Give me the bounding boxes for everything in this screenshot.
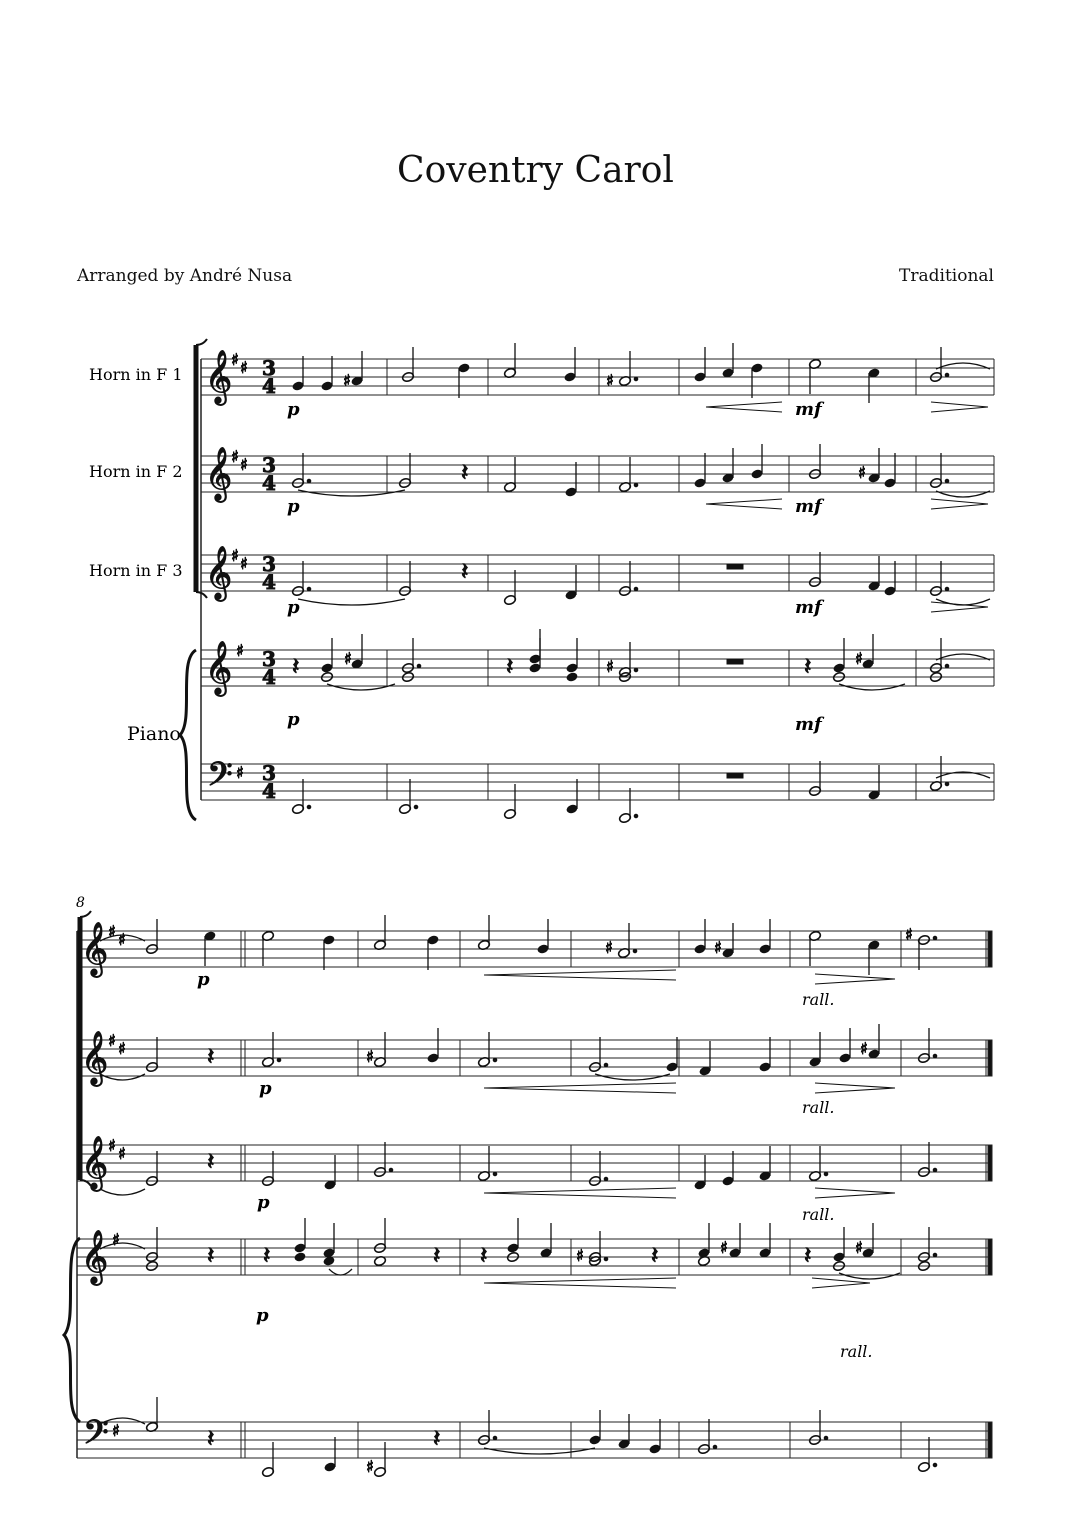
sharp-icon: ♯ [112,1230,120,1249]
dot [604,1063,608,1067]
quarter-rest-icon: 𝄽 [804,652,812,680]
tie [100,1189,145,1195]
tie [839,684,905,690]
dynamic-p: p [257,1192,270,1213]
sharp-icon: ♯ [860,1039,868,1058]
dot [634,587,638,591]
sharp-icon: ♯ [343,371,351,390]
dynamic-p: p [287,496,300,517]
dot [634,483,638,487]
dot [945,373,949,377]
whole-rest [727,773,743,778]
tie [936,599,990,605]
dot [933,936,937,940]
sharp-icon: ♯ [108,1136,116,1155]
dot [493,1436,497,1440]
sharp-icon: ♯ [858,463,866,482]
treble-clef-icon: 𝄞 [205,545,233,599]
tempo-rall: rall. [802,1098,835,1117]
dot [634,377,638,381]
whole-rest [727,564,743,569]
sharp-icon: ♯ [236,641,244,660]
bass-clef-icon: 𝄢 [83,1414,109,1460]
dot [713,1445,717,1449]
treble-clef-icon: 𝄞 [205,640,233,694]
sharp-icon: ♯ [720,1238,728,1257]
measure-number: 8 [76,895,85,911]
sharp-icon: ♯ [605,938,613,957]
dot [417,664,421,668]
decrescendo-hairpin [815,1083,895,1093]
dot [933,1463,937,1467]
sharp-icon: ♯ [366,1457,374,1476]
dot [933,1054,937,1058]
time-signature-top: 3 [262,552,276,576]
sharp-icon: ♯ [240,554,248,573]
treble-clef-icon: 𝄞 [81,921,109,975]
dynamic-p: p [287,399,300,420]
quarter-rest-icon: 𝄽 [207,1424,215,1452]
sharp-icon: ♯ [905,925,913,944]
bass-clef-icon: 𝄢 [207,756,233,802]
crescendo-hairpin [484,970,676,980]
dynamic-p: p [287,709,300,730]
dot [634,814,638,818]
label-horn-3: Horn in F 3 [89,561,183,580]
sharp-icon: ♯ [576,1246,584,1265]
tie [298,599,405,605]
time-signature-bottom: 4 [262,471,276,495]
time-signature-bottom: 4 [262,779,276,803]
tempo-rall: rall. [802,990,835,1009]
sharp-icon: ♯ [231,447,239,466]
quarter-rest-icon: 𝄽 [461,557,469,585]
quarter-rest-icon: 𝄽 [207,1147,215,1175]
quarter-rest-icon: 𝄽 [506,652,514,680]
piano-treble-staff [201,650,994,686]
dynamic-mf: mf [795,399,822,420]
label-horn-2: Horn in F 2 [89,462,183,481]
dynamic-mf: mf [795,496,822,517]
treble-clef-icon: 𝄞 [205,349,233,403]
crescendo-hairpin [706,499,782,509]
dynamic-p: p [197,969,210,990]
dot [945,587,949,591]
dot [307,805,311,809]
dot [389,1168,393,1172]
decrescendo-hairpin [815,974,895,984]
dot [634,668,638,672]
dynamic-p: p [256,1305,269,1326]
dynamic-p: p [287,597,300,618]
sharp-icon: ♯ [344,649,352,668]
quarter-rest-icon: 𝄽 [461,458,469,486]
dot [945,664,949,668]
note-head [293,1251,306,1262]
time-signature-bottom: 4 [262,570,276,594]
dot [414,805,418,809]
decrescendo-hairpin [931,402,988,412]
sharp-icon: ♯ [714,938,722,957]
quarter-rest-icon: 𝄽 [651,1241,659,1269]
tempo-rall: rall. [840,1342,873,1361]
dot [604,1177,608,1181]
dynamic-mf: mf [795,714,822,735]
decrescendo-hairpin [815,1188,895,1198]
tie [329,1269,352,1275]
sharp-icon: ♯ [118,1039,126,1058]
sharp-icon: ♯ [231,350,239,369]
quarter-rest-icon: 𝄽 [263,1241,271,1269]
crescendo-hairpin [484,1083,676,1093]
dot [824,1172,828,1176]
composer-credit: Traditional [899,266,994,286]
quarter-rest-icon: 𝄽 [207,1241,215,1269]
treble-clef-icon: 𝄞 [81,1229,109,1283]
dynamic-p: p [259,1078,272,1099]
quarter-rest-icon: 𝄽 [480,1241,488,1269]
dot [307,479,311,483]
dot [493,1058,497,1062]
quarter-rest-icon: 𝄽 [292,652,300,680]
dot [493,1172,497,1176]
crescendo-hairpin [706,402,782,412]
dot [945,782,949,786]
sharp-icon: ♯ [112,1421,120,1440]
quarter-rest-icon: 𝄽 [433,1241,441,1269]
time-signature-top: 3 [262,761,276,785]
dot [824,1436,828,1440]
sharp-icon: ♯ [606,657,614,676]
quarter-rest-icon: 𝄽 [804,1241,812,1269]
sharp-icon: ♯ [236,763,244,782]
whole-rest [727,659,743,664]
sharp-icon: ♯ [240,358,248,377]
dot [307,587,311,591]
horn-1-staff [201,359,994,395]
note-head [565,671,578,682]
tie [327,684,395,690]
piano-brace [180,650,196,820]
label-piano: Piano [127,723,181,745]
tie [839,1273,900,1279]
tie [298,490,405,496]
quarter-rest-icon: 𝄽 [207,1042,215,1070]
crescendo-hairpin [484,1188,676,1198]
dot [933,1253,937,1257]
time-signature-top: 3 [262,453,276,477]
sharp-icon: ♯ [240,455,248,474]
dot [604,1257,608,1261]
decrescendo-hairpin [931,499,988,509]
time-signature-bottom: 4 [262,665,276,689]
decrescendo-hairpin [931,602,988,612]
treble-clef-icon: 𝄞 [81,1135,109,1189]
sharp-icon: ♯ [118,1144,126,1163]
arranger-credit: Arranged by André Nusa [77,266,293,286]
dot [277,1058,281,1062]
tempo-rall: rall. [802,1205,835,1224]
sharp-icon: ♯ [606,371,614,390]
crescendo-hairpin [484,1278,676,1288]
sharp-icon: ♯ [366,1047,374,1066]
sharp-icon: ♯ [118,930,126,949]
treble-clef-icon: 𝄞 [205,446,233,500]
tie [595,1074,670,1080]
time-signature-bottom: 4 [262,374,276,398]
decrescendo-hairpin [812,1278,870,1288]
sharp-icon: ♯ [855,1238,863,1257]
dot [945,479,949,483]
score-title: Coventry Carol [397,150,674,191]
dot [933,1168,937,1172]
sharp-icon: ♯ [855,649,863,668]
dynamic-mf: mf [795,597,822,618]
sharp-icon: ♯ [108,922,116,941]
sharp-icon: ♯ [108,1031,116,1050]
treble-clef-icon: 𝄞 [81,1030,109,1084]
time-signature-top: 3 [262,647,276,671]
time-signature-top: 3 [262,356,276,380]
dot [633,949,637,953]
quarter-rest-icon: 𝄽 [433,1424,441,1452]
label-horn-1: Horn in F 1 [89,365,183,384]
sharp-icon: ♯ [231,546,239,565]
